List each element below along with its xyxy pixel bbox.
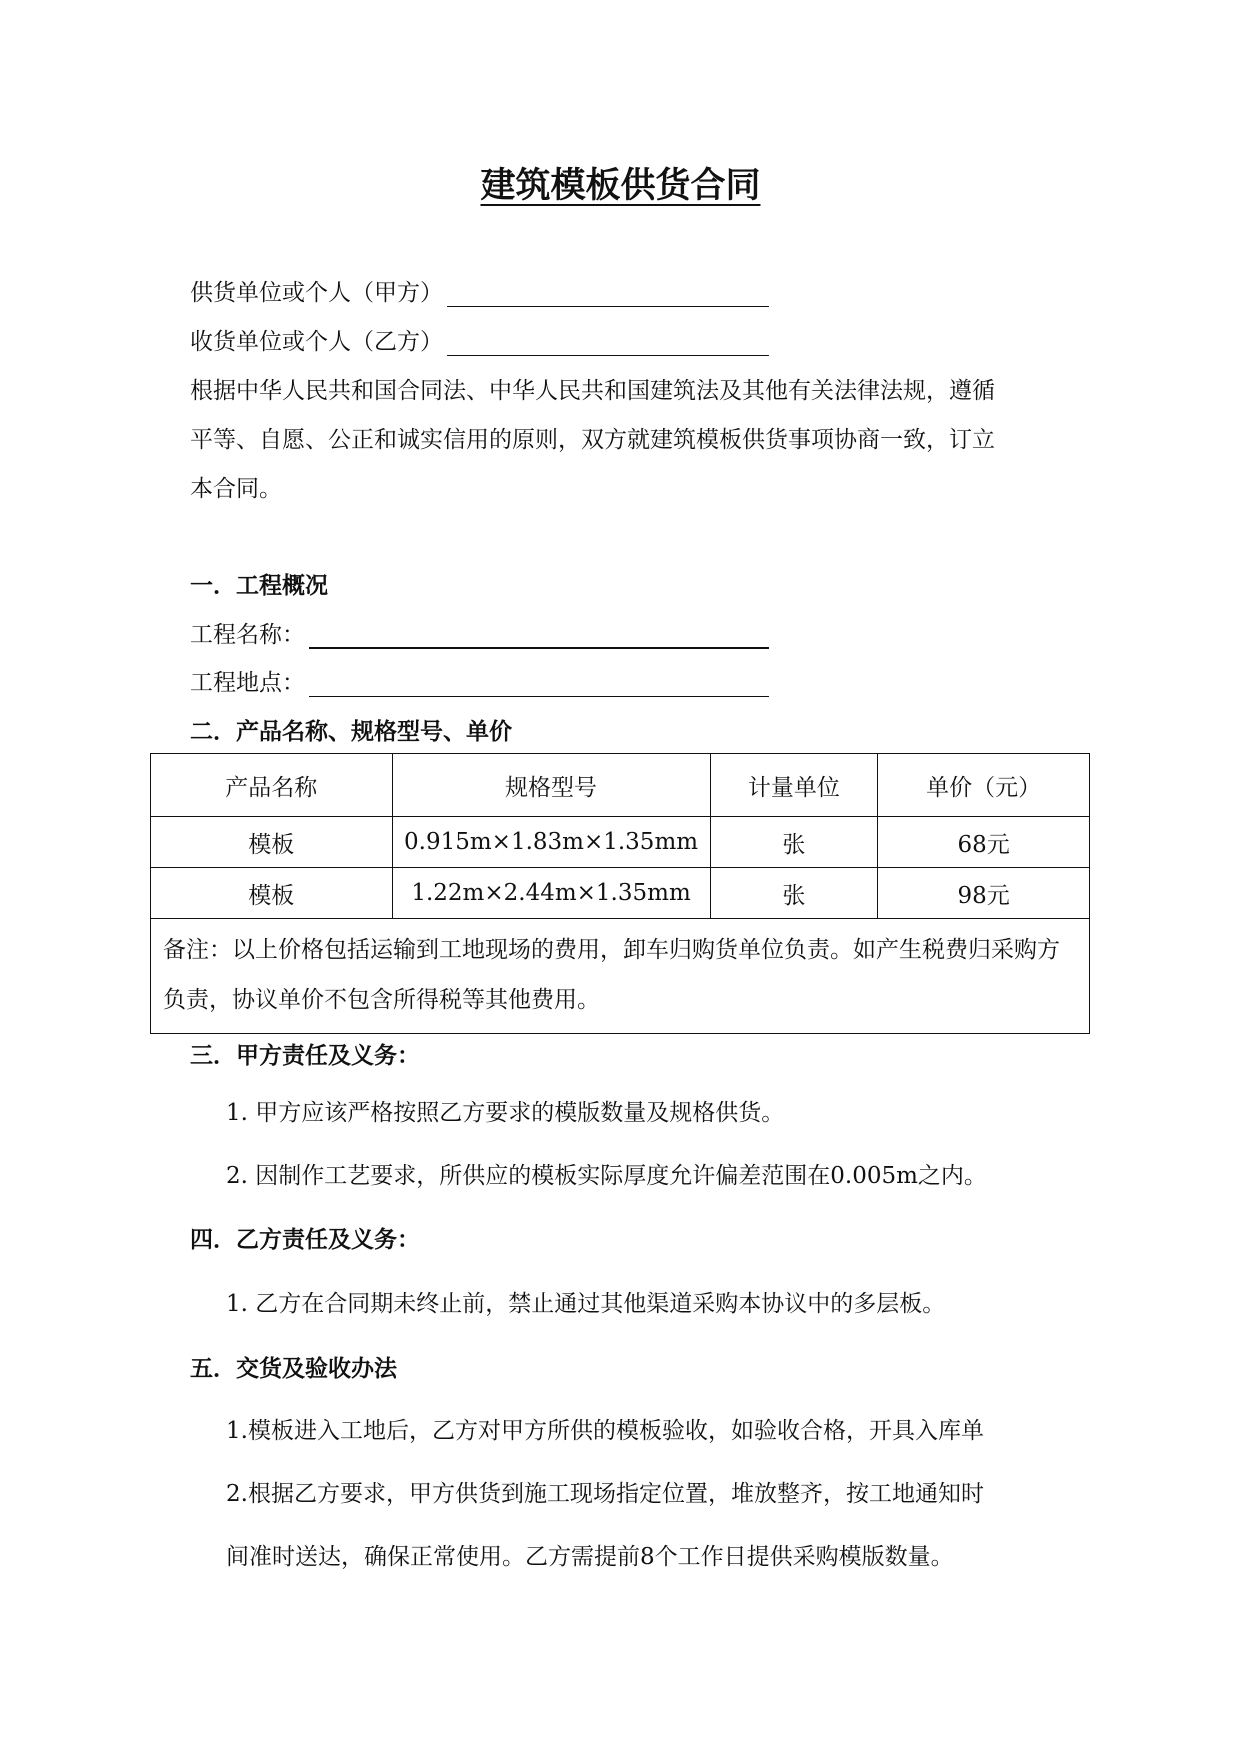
project-site-blank[interactable]: [309, 670, 769, 697]
section4-heading: 四．乙方责任及义务：: [190, 1226, 420, 1253]
header-price: 单价（元）: [878, 754, 1090, 817]
cell-spec: 1.22m×2.44m×1.35mm: [392, 868, 710, 919]
cell-product: 模板: [151, 868, 393, 919]
table-note-row: [151, 919, 1090, 1034]
table-row: [151, 817, 1090, 868]
project-name-blank[interactable]: [309, 621, 769, 649]
header-spec: 规格型号: [392, 754, 710, 817]
section5-heading: 五．交货及验收办法: [190, 1355, 397, 1382]
party-b-label: 收货单位或个人（乙方）: [190, 329, 443, 355]
section5-item-2: 2.根据乙方要求，甲方供货到施工现场指定位置，堆放整齐，按工地通知时: [226, 1481, 984, 1507]
cell-price: 68元: [878, 817, 1090, 868]
intro-line-3: 本合同。: [190, 476, 282, 502]
table-note: 备注：以上价格包括运输到工地现场的费用，卸车归购货单位负责。如产生税费归采购方负责，协议单价不包含所得税等其他费用。: [151, 919, 1090, 1034]
header-unit: 计量单位: [710, 754, 878, 817]
section2-heading: 二．产品名称、规格型号、单价: [190, 718, 512, 745]
intro-line-1: 根据中华人民共和国合同法、中华人民共和国建筑法及其他有关法律法规，遵循: [190, 378, 995, 404]
table-row: [151, 868, 1090, 919]
project-name-row: [190, 616, 769, 649]
cell-product: 模板: [151, 817, 393, 868]
party-b-row: [190, 323, 769, 356]
section3-item-1: 1. 甲方应该严格按照乙方要求的模版数量及规格供货。: [226, 1100, 785, 1126]
table-header-row: [151, 754, 1090, 817]
project-site-label: 工程地点：: [190, 670, 305, 696]
document-title: 建筑模板供货合同: [480, 165, 761, 206]
section5-item-3: 间准时送达，确保正常使用。乙方需提前8个工作日提供采购模版数量。: [226, 1544, 954, 1570]
party-a-row: [190, 274, 769, 307]
header-product-name: 产品名称: [151, 754, 393, 817]
section4-item-1: 1. 乙方在合同期未终止前，禁止通过其他渠道采购本协议中的多层板。: [226, 1291, 946, 1317]
project-site-row: [190, 664, 769, 697]
cell-spec: 0.915m×1.83m×1.35mm: [392, 817, 710, 868]
party-b-blank[interactable]: [447, 329, 769, 356]
section5-item-1: 1.模板进入工地后，乙方对甲方所供的模板验收，如验收合格，开具入库单: [226, 1418, 984, 1444]
section3-heading: 三．甲方责任及义务：: [190, 1042, 420, 1069]
party-a-blank[interactable]: [447, 280, 769, 307]
price-table: [150, 753, 1090, 1034]
cell-unit: 张: [710, 817, 878, 868]
party-a-label: 供货单位或个人（甲方）: [190, 280, 443, 306]
section1-heading: 一．工程概况: [190, 572, 328, 599]
intro-line-2: 平等、自愿、公正和诚实信用的原则，双方就建筑模板供货事项协商一致，订立: [190, 427, 995, 453]
project-name-label: 工程名称：: [190, 622, 305, 648]
cell-price: 98元: [878, 868, 1090, 919]
cell-unit: 张: [710, 868, 878, 919]
section3-item-2: 2. 因制作工艺要求，所供应的模板实际厚度允许偏差范围在0.005m之内。: [226, 1163, 987, 1189]
